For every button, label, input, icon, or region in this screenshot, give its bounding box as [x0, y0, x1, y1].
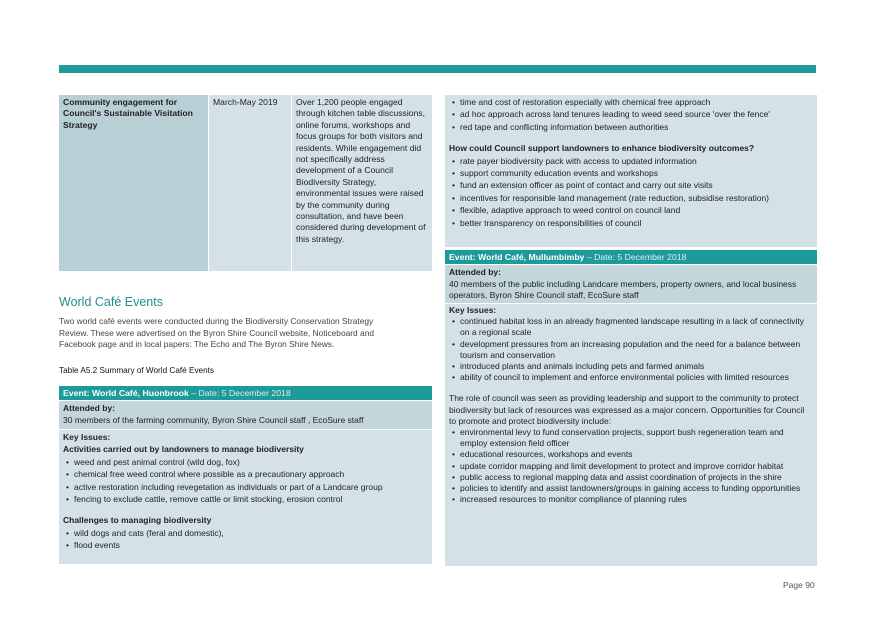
list-item: • continued habitat loss in an already fragmented landscape resulting in a lack of connectivity on a regional scale — [449, 316, 813, 338]
list-item: • environmental levy to fund conservation projects, support bush regeneration team and employ extension field officer — [449, 427, 813, 449]
list-item: • fencing to exclude cattle, remove cattle or limit stocking, erosion control — [63, 493, 428, 505]
mullumbimby-event-header — [445, 250, 817, 264]
mullumbimby-event-label: Event: World Café, Mullumbimby — [449, 252, 585, 262]
huonbrook-issues-panel — [59, 430, 432, 564]
council-role-paragraph: The role of council was seen as providing leadership and support to the community to protect biodiversity but lack of resources was expressed as a major concern. Opportunities for Council to promote and protect biodiversity include: — [449, 393, 805, 426]
table-caption: Table A5.2 Summary of World Café Events — [59, 366, 215, 375]
huonbrook-issues-list — [63, 456, 428, 506]
section-title: World Café Events — [59, 295, 163, 309]
list-item: • rate payer biodiversity pack with access to updated information — [449, 155, 813, 167]
list-item: • policies to identify and assist landowners/groups in gaining access to funding opportunities — [449, 483, 813, 494]
mullumbimby-attended-text: 40 members of the public including Landcare members, property owners, and local business operators, Byron Shire Council staff, EcoSure staff — [449, 278, 797, 300]
list-item: • public access to regional mapping data and assist coordination of projects in the shire — [449, 472, 813, 483]
list-item: • development pressures from an increasing population and the need for a balance between tourism and conservation — [449, 339, 813, 361]
list-item: • weed and pest animal control (wild dog, fox) — [63, 456, 428, 468]
opportunities-list — [449, 427, 813, 505]
engagement-name-cell: Community engagement for Council's Sustainable Visitation Strategy — [59, 95, 208, 271]
list-item: • introduced plants and animals including pets and farmed animals — [449, 361, 813, 372]
huonbrook-issues-heading: Activities carried out by landowners to manage biodiversity — [63, 444, 304, 455]
huonbrook-continued-panel — [445, 95, 817, 247]
support-question-heading: How could Council support landowners to enhance biodiversity outcomes? — [449, 143, 755, 154]
mullumbimby-event-date: – Date: 5 December 2018 — [584, 252, 687, 262]
huonbrook-issues-label: Key Issues: — [63, 432, 111, 442]
list-item: • chemical free weed control where possible as a precautionary approach — [63, 468, 428, 480]
engagement-table-row — [59, 95, 432, 271]
list-item: • increased resources to monitor compliance of planning rules — [449, 494, 813, 505]
mullumbimby-attended-box — [445, 265, 817, 303]
mullumbimby-issues-label: Key Issues: — [449, 305, 497, 315]
huonbrook-event-header — [59, 386, 432, 400]
section-paragraph: Two world café events were conducted during the Biodiversity Conservation Strategy Review. These were advertised on the Byron Shire Council website, Noticeboard and Facebook page and in local papers: The Echo and The Byron Shire News. — [59, 316, 375, 349]
huonbrook-challenges-continued-list — [449, 96, 813, 133]
list-item: • time and cost of restoration especially with chemical free approach — [449, 96, 813, 108]
list-item: • educational resources, workshops and events — [449, 449, 813, 460]
mullumbimby-issues-panel — [445, 304, 817, 566]
engagement-date-cell: March-May 2019 — [209, 95, 291, 271]
huonbrook-event-date: – Date: 5 December 2018 — [188, 388, 291, 398]
huonbrook-event-label: Event: World Café, Huonbrook — [63, 388, 189, 398]
list-item: • fund an extension officer as point of contact and carry out site visits — [449, 179, 813, 191]
list-item: • flood events — [63, 539, 428, 551]
list-item: • flexible, adaptive approach to weed control on council land — [449, 204, 813, 216]
mullumbimby-attended-label: Attended by: — [449, 267, 501, 277]
list-item: • ad hoc approach across land tenures leading to weed seed source 'over the fence' — [449, 108, 813, 120]
list-item: • support community education events and workshops — [449, 167, 813, 179]
list-item: • red tape and conflicting information between authorities — [449, 121, 813, 133]
engagement-description-cell: Over 1,200 people engaged through kitchen table discussions, online forums, workshops and focus groups for both visitors and residents. While engagement did not specifically address development of a Council Biodiversity Strategy, environmental issues were raised by the community during consultation, and have been considered during development of this strategy. — [292, 95, 432, 271]
list-item: • active restoration including revegetation as individuals or part of a Landcare group — [63, 481, 428, 493]
huonbrook-challenges-heading: Challenges to managing biodiversity — [63, 515, 212, 526]
mullumbimby-issues-list — [449, 316, 813, 383]
list-item: • better transparency on responsibilities of council — [449, 217, 813, 229]
huonbrook-attended-box — [59, 401, 432, 429]
huonbrook-challenges-list — [63, 527, 428, 552]
list-item: • wild dogs and cats (feral and domestic), — [63, 527, 428, 539]
support-list — [449, 155, 813, 229]
page-number: Page 90 — [783, 580, 815, 590]
list-item: • ability of council to implement and enforce environmental policies with limited resources — [449, 372, 813, 383]
list-item: • incentives for responsible land management (rate reduction, subsidise restoration) — [449, 192, 813, 204]
list-item: • update corridor mapping and limit development to protect and improve corridor habitat — [449, 461, 813, 472]
huonbrook-attended-text: 30 members of the farming community, Byron Shire Council staff , EcoSure staff — [63, 414, 364, 425]
huonbrook-attended-label: Attended by: — [63, 403, 115, 413]
header-accent-bar — [59, 65, 816, 73]
